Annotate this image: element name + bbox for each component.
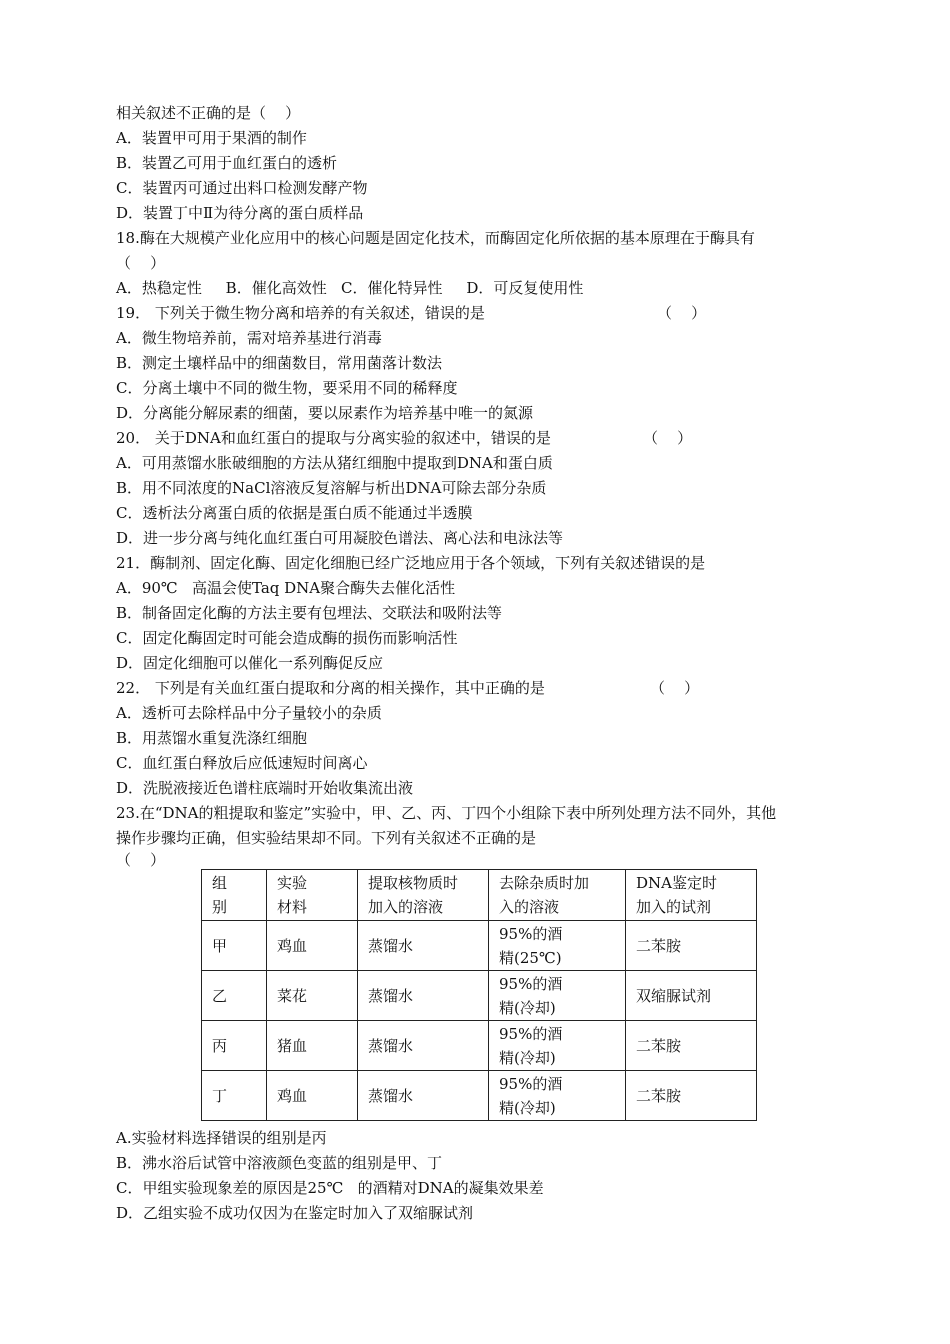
text-line: B．测定土壤样品中的细菌数目，常用菌落计数法 <box>116 354 443 372</box>
table-cell: 95%的酒 精(25℃) <box>489 921 626 971</box>
text-line: D．洗脱液接近色谱柱底端时开始收集流出液 <box>116 779 414 797</box>
table-header-cell: 提取核物质时 加入的溶液 <box>358 870 489 921</box>
text-line: C．透析法分离蛋白质的依据是蛋白质不能通过半透膜 <box>116 504 473 522</box>
question-18: 18.酶在大规模产业化应用中的核心问题是固定化技术，而酶固定化所依据的基本原理在于酶具有 <box>116 229 755 247</box>
question-19: 19． 下列关于微生物分离和培养的有关叙述，错误的是 <box>116 304 485 322</box>
table-cell: 鸡血 <box>267 1071 358 1121</box>
table-cell: 二苯胺 <box>626 1021 757 1071</box>
table-cell: 二苯胺 <box>626 1071 757 1121</box>
text-line: A．装置甲可用于果酒的制作 <box>116 129 307 147</box>
text-line: D．装置丁中Ⅱ为待分离的蛋白质样品 <box>116 204 364 222</box>
text-line: A．可用蒸馏水胀破细胞的方法从猪红细胞中提取到DNA和蛋白质 <box>116 454 553 472</box>
text-line: A．热稳定性 B．催化高效性 C．催化特异性 D．可反复使用性 <box>116 279 584 297</box>
table-cell: 乙 <box>202 971 267 1021</box>
option-d: D．乙组实验不成功仅因为在鉴定时加入了双缩脲试剂 <box>116 1204 474 1222</box>
table-row <box>202 1071 757 1121</box>
text-line: 操作步骤均正确，但实验结果却不同。下列有关叙述不正确的是 <box>116 829 537 847</box>
text-line: B．用不同浓度的NaCl溶液反复溶解与析出DNA可除去部分杂质 <box>116 479 547 497</box>
text-line: D．进一步分离与纯化血红蛋白可用凝胶色谱法、离心法和电泳法等 <box>116 529 564 547</box>
table-cell: 甲 <box>202 921 267 971</box>
table-header-cell: 去除杂质时加 入的溶液 <box>489 870 626 921</box>
table-cell: 鸡血 <box>267 921 358 971</box>
question-23: 23.在“DNA的粗提取和鉴定”实验中，甲、乙、丙、丁四个小组除下表中所列处理方法不同外，其他 <box>116 804 777 822</box>
option-a: A.实验材料选择错误的组别是丙 <box>116 1129 327 1147</box>
text-line: A．透析可去除样品中分子量较小的杂质 <box>116 704 382 722</box>
text-line: C．血红蛋白释放后应低速短时间离心 <box>116 754 368 772</box>
question-22: 22． 下列是有关血红蛋白提取和分离的相关操作，其中正确的是 <box>116 679 545 697</box>
table-cell: 95%的酒 精(冷却) <box>489 1071 626 1121</box>
table-row <box>202 1021 757 1071</box>
question-21: 21．酶制剂、固定化酶、固定化细胞已经广泛地应用于各个领域，下列有关叙述错误的是 <box>116 554 706 572</box>
experiment-table <box>201 869 757 1121</box>
answer-paren: （ ） <box>643 429 693 447</box>
answer-paren: （ ） <box>650 679 700 697</box>
text-line: D．分离能分解尿素的细菌，要以尿素作为培养基中唯一的氮源 <box>116 404 534 422</box>
answer-paren: （ ） <box>116 851 166 869</box>
answer-paren: （ ） <box>657 304 707 322</box>
option-b: B．沸水浴后试管中溶液颜色变蓝的组别是甲、丁 <box>116 1154 443 1172</box>
table-cell: 蒸馏水 <box>358 921 489 971</box>
table-cell: 丁 <box>202 1071 267 1121</box>
text-line: B．用蒸馏水重复洗涤红细胞 <box>116 729 308 747</box>
text-line: B．制备固定化酶的方法主要有包埋法、交联法和吸附法等 <box>116 604 503 622</box>
table-header-cell: 实验 材料 <box>267 870 358 921</box>
table-header-row <box>202 870 757 921</box>
table-cell: 蒸馏水 <box>358 1021 489 1071</box>
table-cell: 蒸馏水 <box>358 971 489 1021</box>
option-c: C．甲组实验现象差的原因是25℃ 的酒精对DNA的凝集效果差 <box>116 1179 544 1197</box>
question-20: 20． 关于DNA和血红蛋白的提取与分离实验的叙述中，错误的是 <box>116 429 551 447</box>
text-line: A．90℃ 高温会使Taq DNA聚合酶失去催化活性 <box>116 579 456 597</box>
table-row <box>202 971 757 1021</box>
text-line: C．装置丙可通过出料口检测发酵产物 <box>116 179 368 197</box>
table-header-cell: DNA鉴定时 加入的试剂 <box>626 870 757 921</box>
table-cell: 蒸馏水 <box>358 1071 489 1121</box>
text-line: B．装置乙可用于血红蛋白的透析 <box>116 154 338 172</box>
text-line: D．固定化细胞可以催化一系列酶促反应 <box>116 654 384 672</box>
table-cell: 95%的酒 精(冷却) <box>489 1021 626 1071</box>
table-cell: 丙 <box>202 1021 267 1071</box>
table-cell: 双缩脲试剂 <box>626 971 757 1021</box>
answer-paren: （ ） <box>116 254 166 272</box>
table-cell: 菜花 <box>267 971 358 1021</box>
text-line: A．微生物培养前，需对培养基进行消毒 <box>116 329 382 347</box>
table-header-cell: 组 别 <box>202 870 267 921</box>
table-cell: 二苯胺 <box>626 921 757 971</box>
text-line: C．固定化酶固定时可能会造成酶的损伤而影响活性 <box>116 629 458 647</box>
text-line: C．分离土壤中不同的微生物，要采用不同的稀释度 <box>116 379 458 397</box>
table-cell: 95%的酒 精(冷却) <box>489 971 626 1021</box>
table-row <box>202 921 757 971</box>
text-line: 相关叙述不正确的是（ ） <box>116 104 301 122</box>
table-cell: 猪血 <box>267 1021 358 1071</box>
